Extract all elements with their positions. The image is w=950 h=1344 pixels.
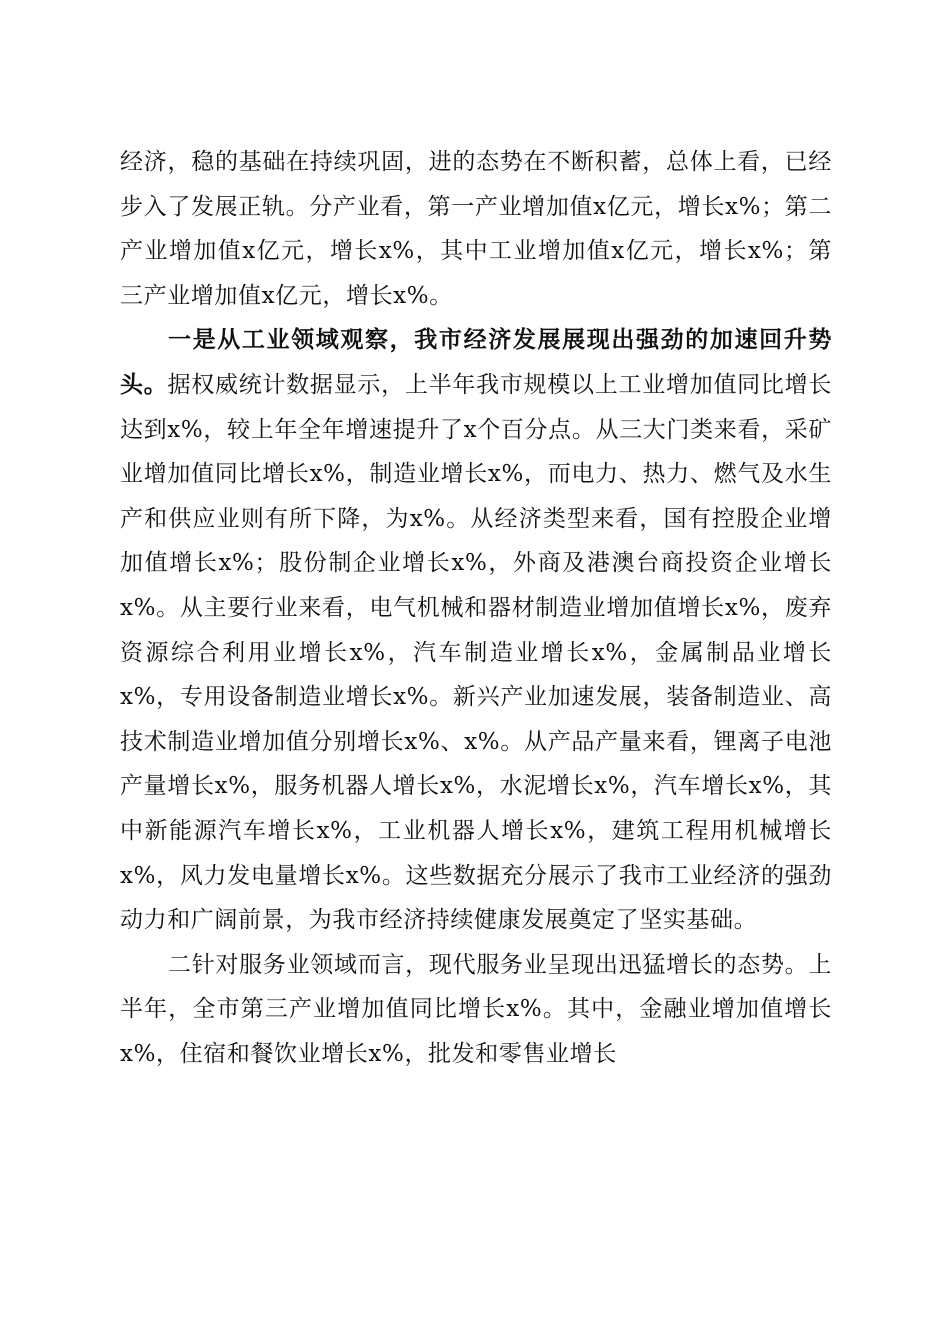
paragraph-industry [120, 318, 832, 942]
paragraph-text: 二针对服务业领域而言，现代服务业呈现出迅猛增长的态势。上半年，全市第三产业增加值同比增长x%。其中，金融业增加值增长x%，住宿和餐饮业增长x%，批发和零售业增长 [120, 951, 832, 1067]
paragraph-text: 据权威统计数据显示，上半年我市规模以上工业增加值同比增长达到x%，较上年全年增速提升了x个百分点。从三大门类来看，采矿业增加值同比增长x%，制造业增长x%，而电力、热力、燃气及水生产和供应业则有所下降，为x%。从经济类型来看，国有控股企业增加值增长x%；股份制企业增长x%，外商及港澳台商投资企业增长x%。从主要行业来看，电气机械和器材制造业增加值增长x%，废弃资源综合利用业增长x%，汽车制造业增长x%，金属制品业增长x%，专用设备制造业增长x%。新兴产业加速发展，装备制造业、高技术制造业增加值分别增长x%、x%。从产品产量来看，锂离子电池产量增长x%，服务机器人增长x%，水泥增长x%，汽车增长x%，其中新能源汽车增长x%，工业机器人增长x%，建筑工程用机械增长x%，风力发电量增长x%。这些数据充分展示了我市工业经济的强劲动力和广阔前景，为我市经济持续健康发展奠定了坚实基础。 [120, 371, 832, 934]
paragraph-heading: 一是从工业领域观察，我市经济发展展现出强劲的加速回升势头。 [120, 326, 832, 398]
paragraph-continuation [120, 140, 832, 318]
paragraph-services [120, 943, 832, 1077]
paragraph-text: 经济，稳的基础在持续巩固，进的态势在不断积蓄，总体上看，已经步入了发展正轨。分产业看，第一产业增加值x亿元，增长x%；第二产业增加值x亿元，增长x%，其中工业增加值x亿元，增长x%；第三产业增加值x亿元，增长x%。 [120, 149, 832, 309]
body-text [120, 140, 832, 1076]
